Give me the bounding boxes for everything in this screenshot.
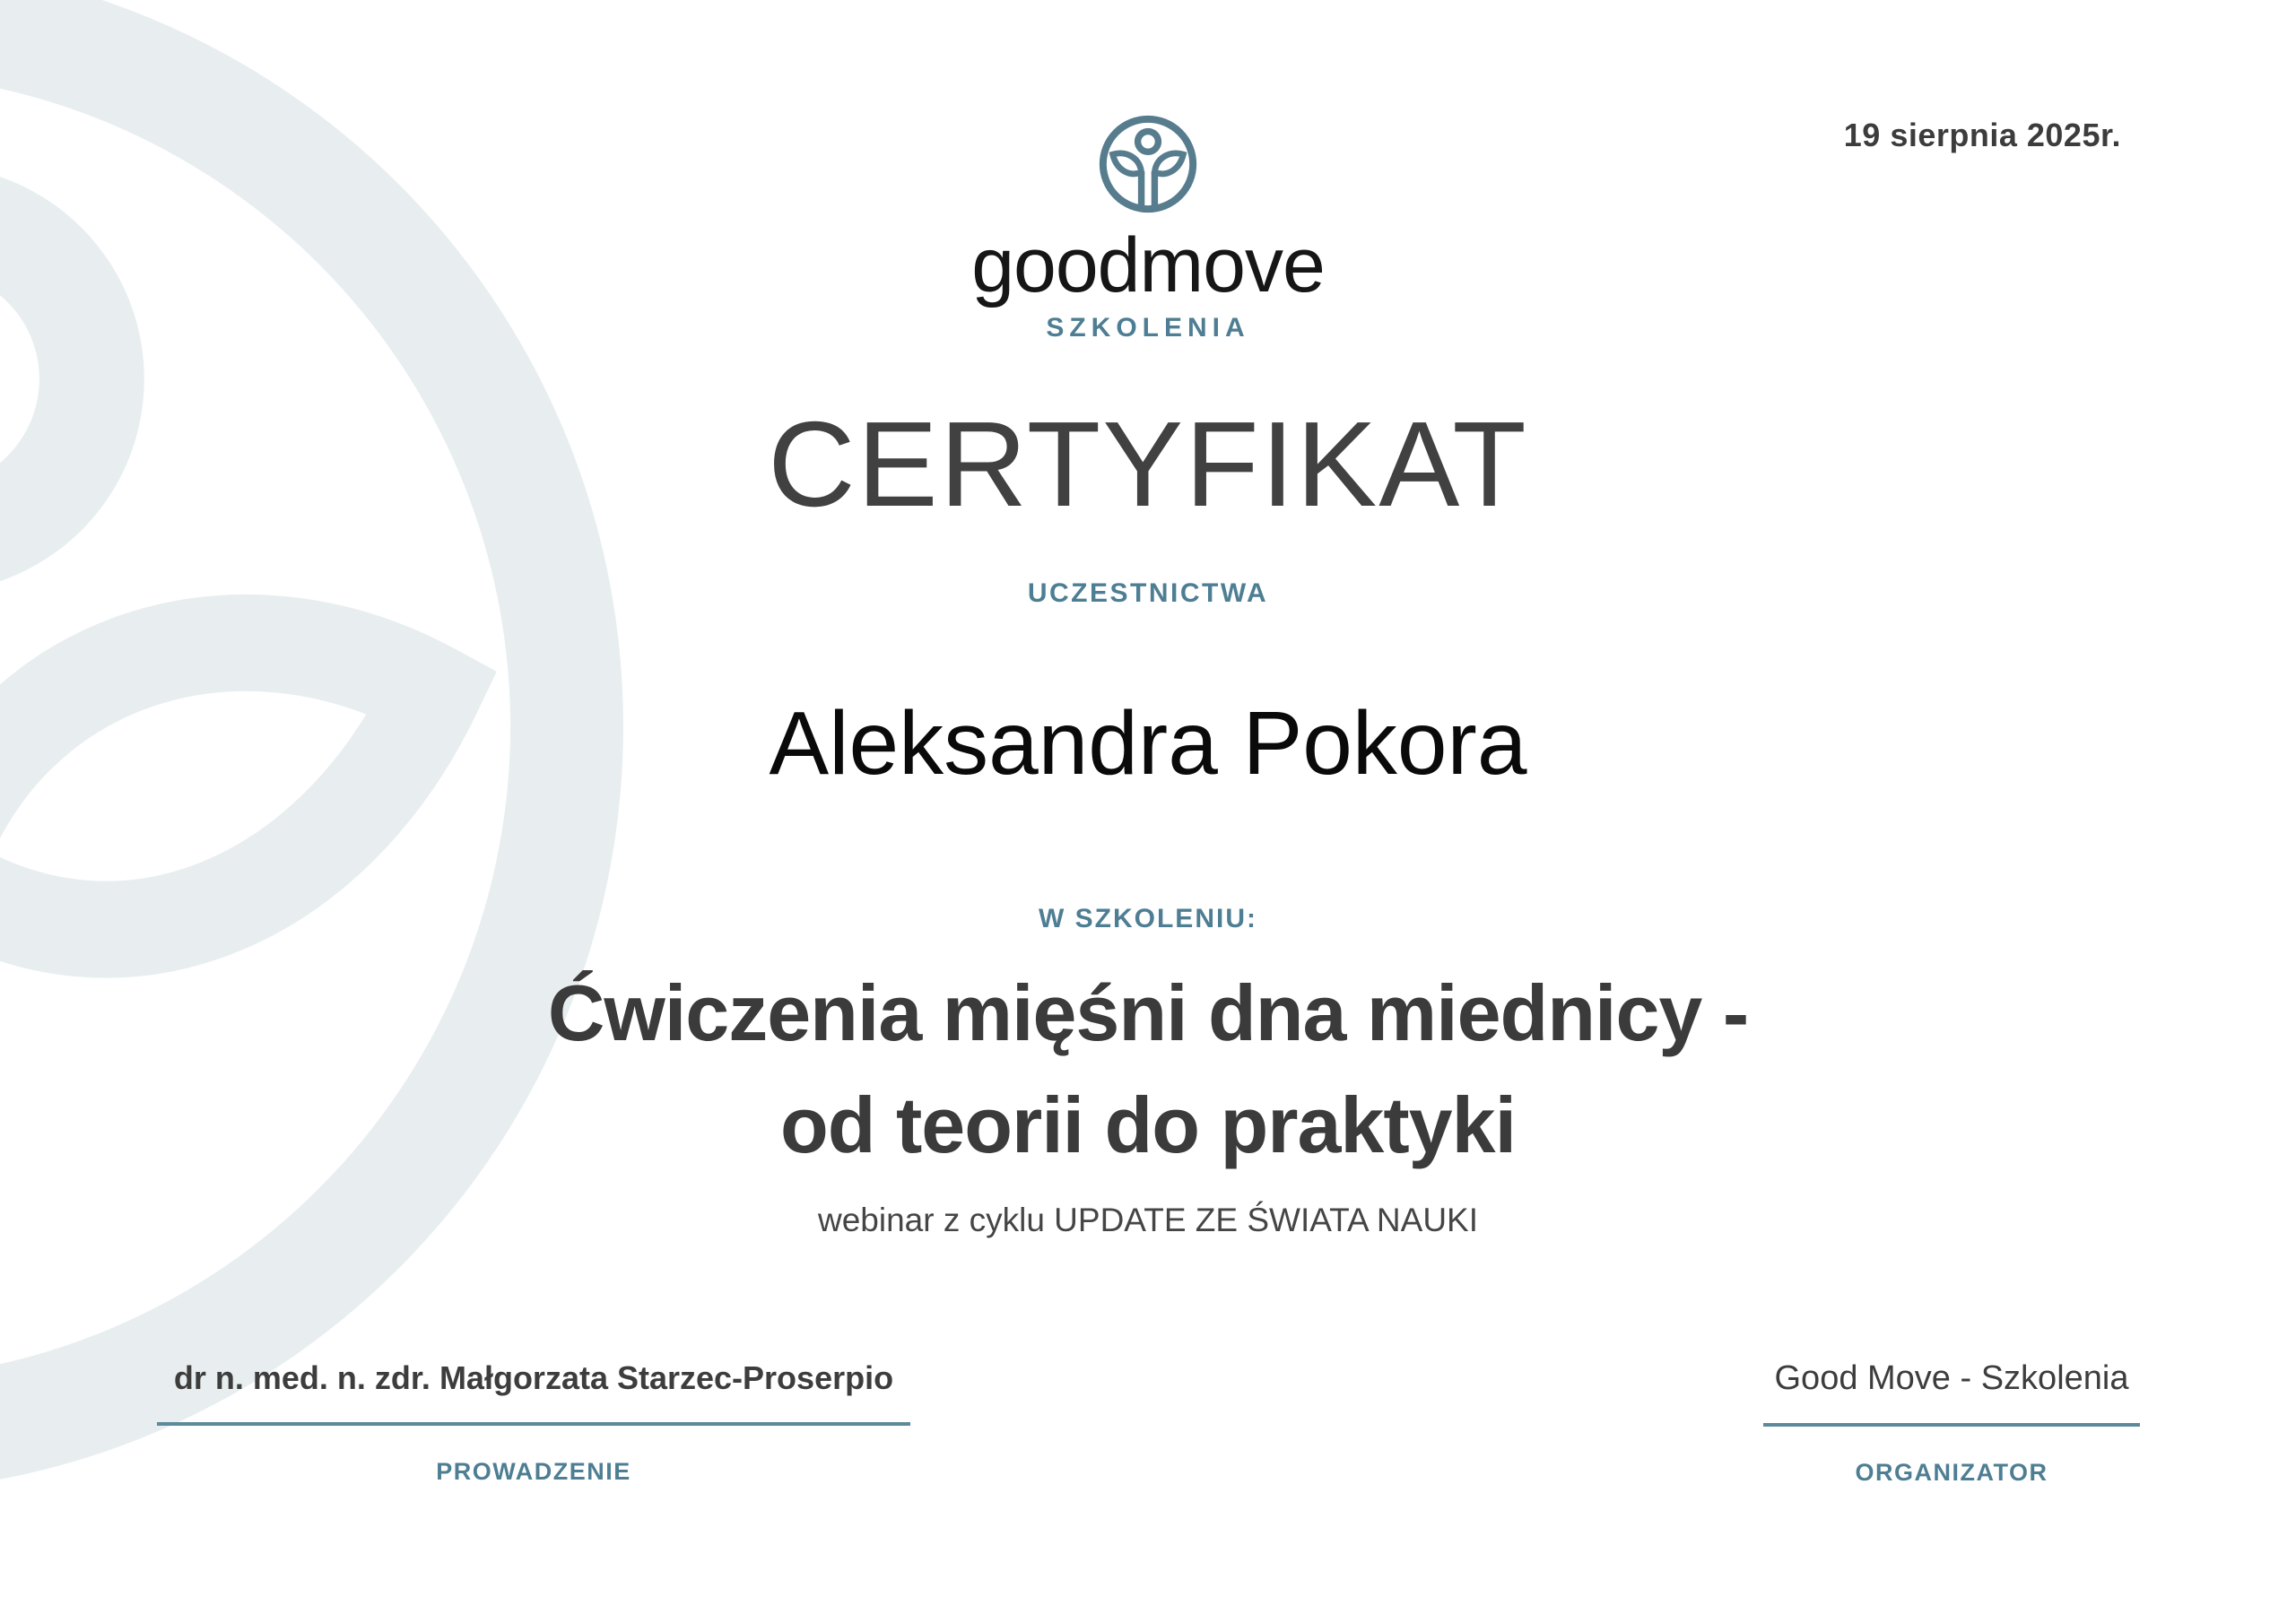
presenter-signature-line xyxy=(157,1422,910,1426)
presenter-signature-block xyxy=(67,1359,1000,1486)
certificate-date: 19 sierpnia 2025r. xyxy=(1843,117,2121,153)
course-title xyxy=(0,958,2296,1182)
organizer-signature-block xyxy=(1702,1359,2201,1487)
presenter-name: dr n. med. n. zdr. Małgorzata Starzec-Proserpio xyxy=(173,1359,894,1396)
course-title-line2: od teorii do praktyki xyxy=(779,1080,1517,1169)
logo-block xyxy=(0,113,2296,343)
course-label: W SZKOLENIU: xyxy=(1039,904,1257,933)
certificate-subtitle: UCZESTNICTWA xyxy=(1027,578,1269,608)
recipient-name: Aleksandra Pokora xyxy=(769,693,1527,794)
certificate-title: CERTYFIKAT xyxy=(768,396,1528,532)
logo-wordmark: goodmove xyxy=(971,222,1325,308)
organizer-name: Good Move - Szkolenia xyxy=(1774,1359,2129,1397)
course-subtitle: webinar z cyklu UPDATE ZE ŚWIATA NAUKI xyxy=(817,1202,1479,1238)
presenter-role-label: PROWADZENIE xyxy=(436,1458,631,1485)
logo-tagline: SZKOLENIA xyxy=(1046,313,1250,343)
organizer-signature-line xyxy=(1763,1423,2140,1427)
organizer-role-label: ORGANIZATOR xyxy=(1855,1459,2048,1486)
goodmove-logo-icon xyxy=(1097,113,1199,215)
course-title-line1: Ćwiczenia mięśni dna miednicy - xyxy=(547,968,1749,1057)
